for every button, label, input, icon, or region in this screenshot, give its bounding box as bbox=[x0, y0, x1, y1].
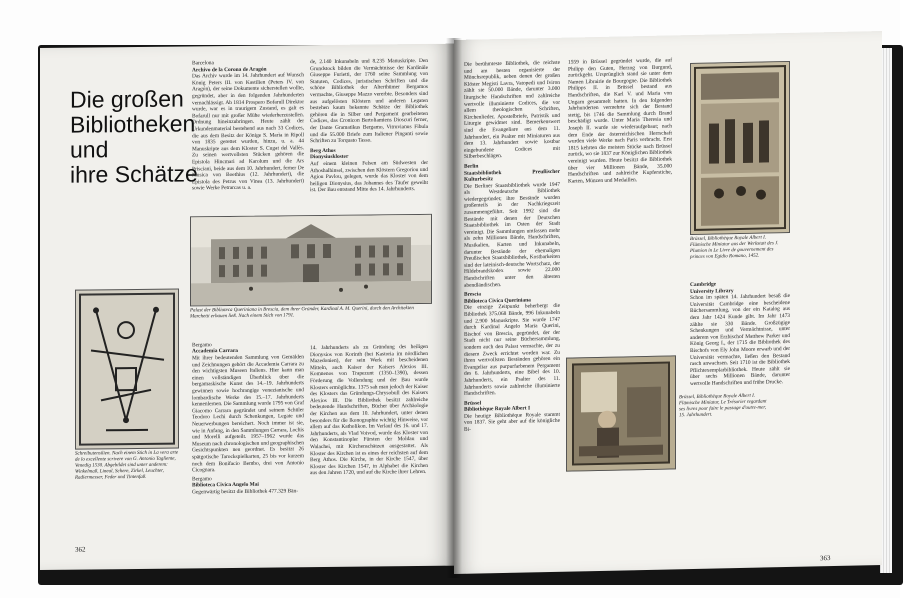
flemish-miniature-image bbox=[566, 355, 676, 471]
entry-heading: Biblioteca Civica Queriniana bbox=[464, 297, 531, 305]
library-miniature-caption: Brüssel, Bibliothèque Royale Albert I. Flämische Miniatur aus der Werkstatt des J. Plumion in Le Livre de gouvernement des princes von Egidio Romano, 1452. bbox=[690, 235, 779, 261]
entry-text: Gegenwärtig besitzt die Bibliothek 477.329 Bän- bbox=[192, 488, 298, 496]
left-page bbox=[40, 44, 454, 570]
library-miniature-image bbox=[690, 61, 790, 235]
right-column-2 bbox=[568, 57, 672, 349]
entry-city: Brüssel bbox=[464, 400, 482, 407]
entry-heading: Biblioteca Civica Angelo Mai bbox=[192, 482, 259, 489]
left-page-number: 362 bbox=[75, 545, 86, 554]
entry-text: Mit ihrer bedeutenden Sammlung von Gemälden und Zeichnungen gehört die Accademia Carrara zu den wichtigsten Museen Italiens. Hier kann man einen vollständigen Überblick über die bergamaskische Kunst des 14.–19. Jahrhunderts gewinnen sowie hochrangige venezianische und lombardische Werke des 15.–17. Jahrhunderts kennenlernen. Die Sammlung wurde 1795 von Graf Giacomo Carrara gegründet und seinem Schüler Teodoro Lechi durch Schenkungen, Legate und Neuerwerbungen bereichert. Noch immer ist sie, wie in Anfang, in den Sammlungen Carrara, Lochis und Morelli aufgeteilt. 1957–1962 wurde das Museum nach chronologischen und geographischen Gesichtspunkten neu geordnet. Es besitzt 26 spätgotische Tarockspielkarten, 25 bis vor kurzem noch dem Bonifacio Bembo, drei von Antonio Cicognara. bbox=[192, 354, 304, 474]
entry-heading: Staatsbibliothek Preußischer Kulturbesitz bbox=[464, 168, 560, 183]
title-line-1: Die großen bbox=[70, 85, 184, 113]
entry-text: Die berühmteste Bibliothek, die reichste und am besten organisierte der Mönchsrepublik, neben denen der großen Klöster Megisti Lavra, Vatopedi und Iviron zählt sie 50.000 Bände, darunter 3.000 liturgische Handschriften und zahlreiche wertvolle illuminierte Codices, die vor allem theologischen Schriften, Kirchenlieder, Apostelbriefe, Patristik und Liturgie gewidmet sind. Bemerkenswert sind die Evangeliare aus dem 11. Jahrhundert, ein Psalter mit Miniaturen aus dem 13. Jahrhundert sowie kostbar eingebundene Codices mit Silberbeschlägen. bbox=[464, 59, 560, 161]
entry-city: Bergamo bbox=[192, 475, 212, 483]
entry-city: Barcelona bbox=[192, 60, 214, 67]
entry-text: Die heutige Bibliothèque Royale stammt von 1837. Sie geht aber auf die königliche Bi- bbox=[464, 411, 560, 433]
entry-text: Auf einem kleinen Felsen am Südwesten der Athoshalbinsel, zwischen den Klöstern Gregoriou und Agiou Pavlou, gelegen, wurde das Kloster von dem heiligen Dionysius, das Johannes des Täufer geweiht ist. Der Bau entstand Mitte des 14. Jahrhunderts. bbox=[310, 159, 428, 194]
entry-text: Schon im späten 14. Jahrhundert besaß die Universität Cambridge eine bescheidene Büchersammlung, von der ein Katalog aus dem Jahr 1424 Kunde gibt. Im Jahr 1473 zählte sie 330 Bände. Großzügige Schenkungen und Vermächtnisse, unter anderem von Erzbischof Matthew Parker und König Georg I., der 1715 die Bibliothek des Bischofs von Ely John Moore erwarb und der Universität vermachte, ließen den Bestand rasch anwachsen. Seit 1710 ist die Bibliothek Pflichtexemplarbibliothek. Heute zählt sie über sechs Millionen Bände, darunter wertvolle Handschriften und frühe Drucke. bbox=[690, 293, 790, 387]
entry-heading: Archivo de la Corona de Aragón bbox=[192, 66, 267, 74]
entry-heading: Accademia Carrara bbox=[192, 348, 238, 355]
title-line-3: und bbox=[70, 136, 109, 163]
book-gutter bbox=[446, 38, 462, 578]
entry-city: Bergamo bbox=[192, 342, 212, 349]
entry-heading: University Library bbox=[690, 287, 734, 295]
right-page-number: 363 bbox=[820, 554, 831, 563]
left-column-3-bottom bbox=[310, 344, 428, 565]
entry-city: Berlin bbox=[464, 163, 479, 170]
entry-text: Die einzige Zeitpunkt beherbergt die Bibliothek 375.068 Bände, 996 Inkunabeln und 2.900 Manuskripte. Sie wurde 1747 durch Kardinal Angelo Maria Querini, Bischof von Brescia, gegründet, der der Stadt nicht nur seine Büchersammlung, sondern auch den Palast vermachte, der zu diesem Zweck errichtet worden war. Zu ihren wertvollsten Beständen gehören ein Evangeliar aus purpurfarbenem Pergament des 6. Jahrhunderts, eine Bibel des 10. Jahrhunderts, ein Psalter des 11. Jahrhunderts sowie zahlreiche illuminierte Handschriften. bbox=[464, 303, 560, 397]
entry-city: Berg Athos bbox=[310, 147, 336, 154]
entry-text: 1559 in Brüssel gegründet wurde, die auf Philipp den Guten, Herzog von Burgund, zurückgeht. Ursprünglich stand sie unter dem Namen Librairie de Bourgogne. Die Bibliothek Philipps II. in Brüssel bestand aus Handschriften, die Karl V. und Maria von Ungarn gesammelt hatten. In den folgenden Jahrhunderten vermehrte sich der Bestand stetig, bis 1746 die Sammlung durch Brand beschädigt wurde. Unter Maria Theresia und Joseph II. wurde sie wiederaufgebaut; nach dem Ende der österreichischen Herrschaft wurden viele Werke nach Paris verbracht. Erst 1815 kehrten die meisten Stücke nach Brüssel zurück, wo sie 1837 zur Königlichen Bibliothek vereinigt wurden. Heute besitzt die Bibliothek über vier Millionen Bände, 35.000 Handschriften und zahlreiche Kupferstiche, Karten, Münzen und Medaillen. bbox=[568, 57, 672, 185]
entry-city: Cambridge bbox=[690, 281, 717, 289]
entry-text: Die Berliner Staatsbibliothek wurde 1947 als Westdeutsche Bibliothek wiedergegründet; ihre Bestände wurden großenteils in der Nachkriegszeit zusammengeführt. Seit 1992 sind die Bestände mit denen der Deutschen Staatsbibliothek im Osten der Stadt vereinigt. Die Sammlungen umfassen mehr als zehn Millionen Bände, Handschriften, Musikalien, Karten und Inkunabeln, darunter Bestände der ehemaligen Preußischen Staatsbibliothek, Kostbarkeiten sind der lateinisch-deutsche Wortschatz, der Hildebrandskodex sowie 22.000 Handschriften unter den ältesten abendländischen. bbox=[464, 181, 560, 289]
flemish-miniature-caption: Brüssel, Bibliothèque Royale Albert I. Flämische Miniatur, Le Trésorier regardant ses livres pour faire le passage d'outre-mer, 15. Jahrhundert. bbox=[679, 393, 767, 419]
entry-heading: Bibliothèque Royale Albert I bbox=[464, 405, 531, 414]
entry-city: Brescia bbox=[464, 291, 481, 298]
left-column-3-top bbox=[310, 57, 428, 194]
title-line-4: ihre Schätze bbox=[70, 160, 198, 188]
palace-engraving-image bbox=[190, 214, 432, 307]
section-title bbox=[70, 86, 210, 187]
right-column-3 bbox=[690, 277, 790, 529]
entry-text: 14. Jahrhunderts als zu Gründung des heiligen Dionysios von Korinth (bei Kastoria im nördlichen Mazedonien), der sein Werk mit bescheidenen Mitteln, auch Kaiser der Kaisers Alexios III. Komnenos von Trapezunt (1350–1390), dessen Förderung die Vollendung und der Bau wurde Klosters ermöglichte. 1375 sah man jedoch der Kaiser des Klosters das Gründungs-Chrysobull des Kaisers Alexios III. Die Bibliothek besitzt zahlreiche bedeutende Handschriften, Bücher über Archäologie der Kirchen aus dem 10. Jahrhundert, unter denen besonders für die Ikonographie wichtig Hinweise, vor allem auf das Katholikon. Im Verlauf des 16. und 17. Jahrhunderts, als Vlad Voivod, wurde das Kloster von den Konstantinopler Fürsten der Moldau und Walachei, mit Kirchenschätzen ausgestattet. Als Kloster des Kirchen ist es eines der reichsten auf dem Berg Athos. Die Kirche, in der Kirche 1547, über Kloster des Kirchen 1547, in Alphabet die Kirchen aus den Jahren 1720, und auf die Kirche ihrer Lehren. bbox=[310, 343, 428, 477]
entry-heading: Dionysiuskloster bbox=[310, 154, 349, 161]
right-column-1 bbox=[464, 60, 560, 562]
title-line-2: Bibliotheken bbox=[70, 110, 196, 138]
entry-text: Das Archiv wurde im 14. Jahrhundert auf Wunsch König Peters III. von Kastilien (Peters IV. von Aragón), der seine Dokumente sicherstellen wollte, gegründet, aber in den folgenden Jahrhunderten vernachlässigt. Ab 1814 Prospero Bofarull Direktor wurde, war es in traurigem Zustand, es galt es Bofarull nur mit großer Mühe wiederherzustellen. Ordnung hineinzubringen. Heute zählt der Urkundenmaterial bestehend aus nach 33 Codices, die aus dem Besitz der Könige S. Marìa in Ripoll von 1835 gerettet wurden, hinzu, u. a. 44 Manuskripte aus dem Kloster S. Cugat del Vallès. Zu seinen wertvollsten Stücken gehören die Epistola Hincmari ad Karolum und die Ars Prisciani, beide aus dem 10. Jahrhundert, ferner De Musica von Boethius (12. Jahrhundert), die Epistola des Petrus von Vinea (13. Jahrhundert) sowie Werke Petrarcas u. a. bbox=[192, 72, 304, 192]
right-page bbox=[454, 31, 882, 574]
entry-text: de, 2.140 Inkunabeln und 8.235 Manuskripte. Den Grundstock bilden die Vermächtnisse der Kardinäle Giuseppe Furietti, der 1760 seine Sammlung von Statuten, Codices, juristischen Schriften und die schöne Bibliothek der Alterthümer Bergamos vermachte, Giuseppe Mazzo vererbte. Besonders sind aus aufgelösten Klöstern und anderen Legaten bestehen kaum bekannte Schätze der Bibliothek gehören die in Silber und Pergament gearbeiteten Codices, das Cronicon Bertoliamiens Dioscuri ferner, der Dante Gramatikus Bergamo, Vitruvianus Fibula und die 55.000 Briefe zum Italiener Pinganti sowie Schriften zu Torquato Tasso. bbox=[310, 57, 428, 145]
palace-engraving-caption: Palast der Biblioteca Queriniana in Brescia, dem ihrer Gründer, Kardinal A. M. Querini, durch den Architekten Marchetti erbauen ließ. Nach einem Stich von 1791. bbox=[190, 306, 414, 320]
writing-tools-caption: Schreibutensilien. Nach einem Stich in La vera arte de lo excellente scrivere von G. Antonio Tagliente, Venedig 1530. Abgebildet sind unter anderem: Winkelmaß, Lineal, Schere, Zirkel, Leuchter, Radiermesser, Feder und Tintenfaß. bbox=[75, 450, 179, 481]
writing-tools-engraving-image bbox=[75, 289, 179, 450]
